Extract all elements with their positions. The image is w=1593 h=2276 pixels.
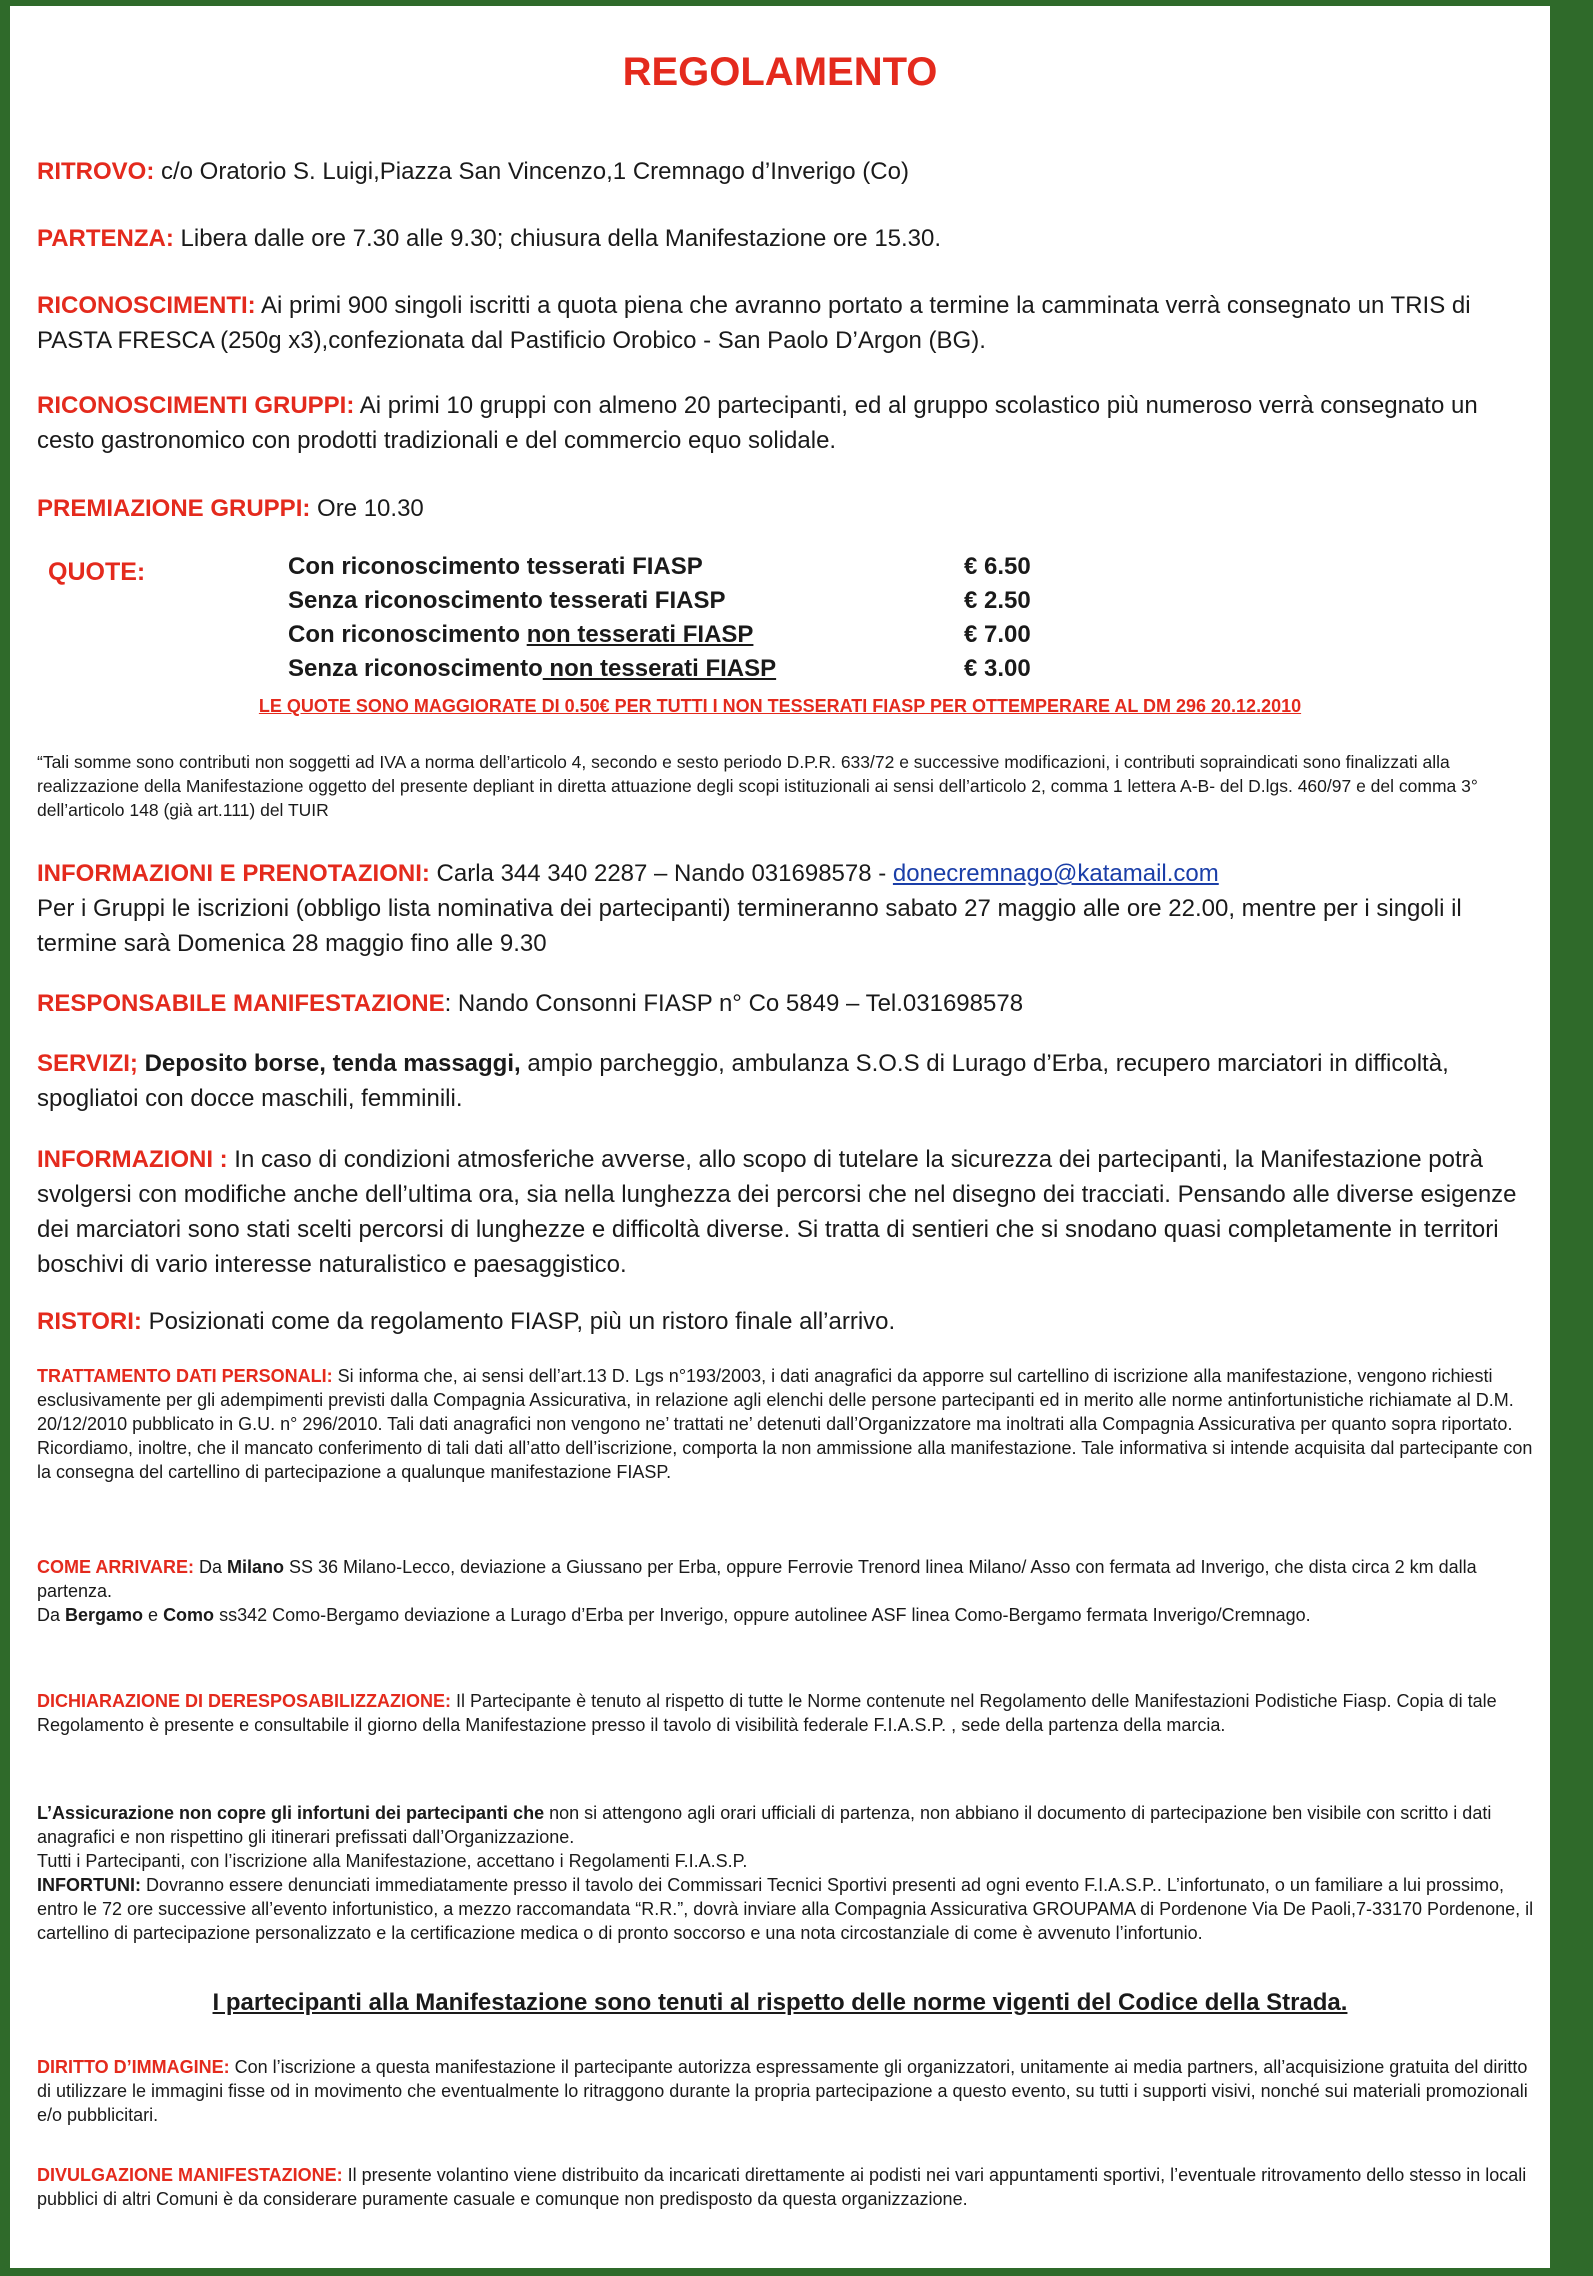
ritrovo-section [37, 154, 1537, 189]
partenza-label: PARTENZA: [37, 225, 174, 252]
premiazione-label: PREMIAZIONE GRUPPI: [37, 495, 311, 522]
divulgazione-section [37, 2163, 1537, 2211]
quote-table [288, 550, 1088, 686]
quote-row-price: € 3.00 [964, 655, 1031, 682]
page-title: REGOLAMENTO [622, 50, 938, 94]
riconoscimenti-gruppi-text: Ai primi 10 gruppi con almeno 20 partecipanti, ed al gruppo scolastico più numeroso verrà consegnato un cesto gastronomico con prodotti tradizionali e del commercio equo solidale. [37, 392, 1478, 454]
diritto-immagine-text: Con l’iscrizione a questa manifestazione il partecipante autorizza espressamente gli organizzatori, unitamente ai media partners, all’acquisizione gratuita del diritto di utilizzare le immagini fisse od in movimento che eventualmente lo ritraggono durante la propria partecipazione a questo evento, su tutti i supporti visivi, nonché sui materiali promozionali e/o pubblicitari. [37, 2057, 1528, 2125]
quote-row-price: € 6.50 [964, 553, 1031, 580]
informazioni-section [37, 1142, 1537, 1282]
infortuni-label: INFORTUNI: [37, 1875, 141, 1895]
ristori-section [37, 1304, 1537, 1339]
riconoscimenti-section [37, 288, 1537, 358]
bergamo-label: Bergamo [65, 1605, 144, 1625]
riconoscimenti-gruppi-label: RICONOSCIMENTI GRUPPI: [37, 392, 355, 419]
quote-row-price: € 7.00 [964, 621, 1031, 648]
responsabile-label: RESPONSABILE MANIFESTAZIONE [37, 990, 445, 1017]
informazioni-prenotazioni-section [37, 856, 1537, 961]
quote-row [288, 550, 1088, 584]
regolamento-sheet [10, 6, 1550, 2268]
partenza-text: Libera dalle ore 7.30 alle 9.30; chiusura della Manifestazione ore 15.30. [173, 225, 942, 252]
riconoscimenti-gruppi-section [37, 388, 1537, 458]
quote-row-label: Con riconoscimento tesserati FIASP [288, 553, 703, 580]
come-arrivare-text: Da [194, 1557, 228, 1577]
informazioni-prenotazioni-label: INFORMAZIONI E PRENOTAZIONI: [37, 860, 430, 887]
quote-label: QUOTE: [48, 558, 146, 586]
responsabile-text: : Nando Consonni FIASP n° Co 5849 – Tel.031698578 [444, 990, 1024, 1017]
quote-row-label: Senza riconoscimento non tesserati FIASP [288, 655, 777, 682]
dichiarazione-text: Il Partecipante è tenuto al rispetto di tutte le Norme contenute nel Regolamento delle Manifestazioni Podistiche Fiasp. Copia di tale Regolamento è presente e consultabile il giorno della Manifestazione presso il tavolo di visibilità federale F.I.A.S.P. , sede della partenza della marcia. [37, 1691, 1497, 1735]
trattamento-section [37, 1364, 1537, 1484]
quote-row [288, 618, 1088, 652]
informazioni-label: INFORMAZIONI : [37, 1146, 228, 1173]
informazioni-text: In caso di condizioni atmosferiche avverse, allo scopo di tutelare la sicurezza dei partecipanti, la Manifestazione potrà svolgersi con modifiche anche dell’ultima ora, sia nella lunghezza dei percorsi che nel disegno dei tracciati. Pensando alle diverse esigenze dei marciatori sono stati scelti percorsi di lunghezze e difficoltà diverse. Si tratta di sentieri che si snodano quasi completamente in territori boschivi di vario interesse naturalistico e paesaggistico. [37, 1146, 1517, 1278]
divulgazione-label: DIVULGAZIONE MANIFESTAZIONE: [37, 2165, 343, 2185]
fiscal-note: “Tali somme sono contributi non soggetti ad IVA a norma dell’articolo 4, secondo e sesto periodo D.P.R. 633/72 e successive modificazioni, i contributi sopraindicati sono finalizzati alla realizzazione della Manifestazione oggetto del presente depliant in diretta attuazione degli scopi istituzionali ai sensi dell’articolo 2, comma 1 lettera A-B- del D.lgs. 460/97 e del comma 3° dell’articolo 148 (già art.111) del TUIR [37, 752, 1478, 820]
ritrovo-text: c/o Oratorio S. Luigi,Piazza San Vincenzo,1 Cremnago d’Inverigo (Co) [154, 158, 909, 185]
come-arrivare-label: COME ARRIVARE: [37, 1557, 194, 1577]
quote-row [288, 652, 1088, 686]
quote-row [288, 584, 1088, 618]
ritrovo-label: RITROVO: [37, 158, 155, 185]
premiazione-text: Ore 10.30 [310, 495, 424, 522]
servizi-section [37, 1046, 1537, 1116]
servizi-bold: Deposito borse, tenda massaggi, [137, 1050, 521, 1077]
como-label: Como [163, 1605, 215, 1625]
divulgazione-text: Il presente volantino viene distribuito da incaricati direttamente ai podisti nei vari appuntamenti sportivi, l’eventuale ritrovamento dello stesso in locali pubblici di altri Comuni è da considerare puramente casuale e comunque non predisposto da questa organizzazione. [37, 2165, 1527, 2209]
premiazione-section [37, 491, 1537, 526]
come-arrivare-section [37, 1555, 1537, 1627]
diritto-immagine-section [37, 2055, 1537, 2127]
riconoscimenti-label: RICONOSCIMENTI: [37, 292, 256, 319]
dichiarazione-label: DICHIARAZIONE DI DERESPOSABILIZZAZIONE: [37, 1691, 452, 1711]
quote-row-label: Senza riconoscimento tesserati FIASP [288, 587, 726, 614]
assicurazione-bold: L’Assicurazione non copre gli infortuni dei partecipanti che [37, 1803, 545, 1823]
trattamento-label: TRATTAMENTO DATI PERSONALI: [37, 1366, 333, 1386]
partenza-section [37, 221, 1537, 256]
servizi-text: ampio parcheggio, ambulanza S.O.S di Lurago d’Erba, recupero marciatori in difficoltà, spogliatoi con docce maschili, femminili. [37, 1050, 1449, 1112]
codice-strada-notice: I partecipanti alla Manifestazione sono tenuti al rispetto delle norme vigenti del Codice della Strada. [212, 1989, 1348, 2016]
diritto-immagine-label: DIRITTO D’IMMAGINE: [37, 2057, 230, 2077]
email-link[interactable]: donecremnago@katamail.com [892, 860, 1219, 887]
infortuni-text: Dovranno essere denunciati immediatamente presso il tavolo dei Commissari Tecnici Sportivi presenti ad ogni evento F.I.A.S.P.. L’infortunato, o un familiare a lui prossimo, entro le 72 ore successive all’evento infortunistico, a mezzo raccomandata “R.R.”, dovrà inviare alla Compagnia Assicurativa GROUPAMA di Pordenone Via De Paoli,7-33170 Pordenone, il cartellino di partecipazione personalizzato e la certificazione medica o di pronto soccorso e una nota circostanziale di come è avvenuto l’infortunio. [37, 1875, 1534, 1943]
riconoscimenti-text: Ai primi 900 singoli iscritti a quota piena che avranno portato a termine la camminata verrà consegnato un TRIS di PASTA FRESCA (250g x3),confezionata dal Pastificio Orobico - San Paolo D’Argon (BG). [37, 292, 1471, 354]
come-arrivare-text: ss342 Como-Bergamo deviazione a Lurago d’Erba per Inverigo, oppure autolinee ASF linea Como-Bergamo fermata Inverigo/Cremnago. [214, 1605, 1311, 1625]
prenotazioni-text: Per i Gruppi le iscrizioni (obbligo lista nominativa dei partecipanti) termineranno sabato 27 maggio alle ore 22.00, mentre per i singoli il termine sarà Domenica 28 maggio fino alle 9.30 [37, 895, 1462, 957]
ristori-label: RISTORI: [37, 1308, 142, 1335]
come-arrivare-text: Da [37, 1605, 66, 1625]
milano-label: Milano [227, 1557, 285, 1577]
trattamento-text: Si informa che, ai sensi dell’art.13 D. Lgs n°193/2003, i dati anagrafici da apporre sul cartellino di iscrizione alla manifestazione, vengono richiesti esclusivamente per gli adempimenti previsti dalla Compagnia Assicurativa, in relazione agli elenchi delle persone partecipanti ed in merito alle norme antinfortunistiche richiamate al D.M. 20/12/2010 pubblicato in G.U. n° 296/2010. Tali dati anagrafici non vengono ne’ trattati ne’ detenuti dall’Organizzatore ma inoltrati alla Compagnia Assicurativa per quanto sopra riportato. Ricordiamo, inoltre, che il mancato conferimento di tali dati all’atto dell’iscrizione, comporta la non ammissione alla manifestazione. Tale informativa si intende acquisita dal partecipante con la consegna del cartellino di partecipazione a qualunque manifestazione FIASP. [37, 1366, 1533, 1482]
contacts-text: Carla 344 340 2287 – Nando 031698578 - [429, 860, 893, 887]
servizi-label: SERVIZI; [37, 1050, 138, 1077]
assicurazione-text: non si attengono agli orari ufficiali di partenza, non abbiano il documento di partecipazione ben visibile con scritto i dati anagrafici e non rispettino gli itinerari prefissati dall’Organizzazione. [37, 1803, 1492, 1847]
quote-row-price: € 2.50 [964, 587, 1031, 614]
quote-note: LE QUOTE SONO MAGGIORATE DI 0.50€ PER TUTTI I NON TESSERATI FIASP PER OTTEMPERARE AL DM 296 20.12.2010 [258, 696, 1302, 716]
ristori-text: Posizionati come da regolamento FIASP, più un ristoro finale all’arrivo. [141, 1308, 896, 1335]
responsabile-section [37, 986, 1537, 1021]
assicurazione-section [37, 1801, 1537, 1945]
come-arrivare-text: e [143, 1605, 164, 1625]
come-arrivare-text: SS 36 Milano-Lecco, deviazione a Giussano per Erba, oppure Ferrovie Trenord linea Milano/ Asso con fermata ad Inverigo, che dista circa 2 km dalla partenza. [37, 1557, 1477, 1601]
regolamenti-text: Tutti i Partecipanti, con l’iscrizione alla Manifestazione, accettano i Regolamenti F.I.A.S.P. [37, 1851, 748, 1871]
quote-row-label: Con riconoscimento non tesserati FIASP [288, 621, 754, 648]
dichiarazione-section [37, 1689, 1537, 1737]
